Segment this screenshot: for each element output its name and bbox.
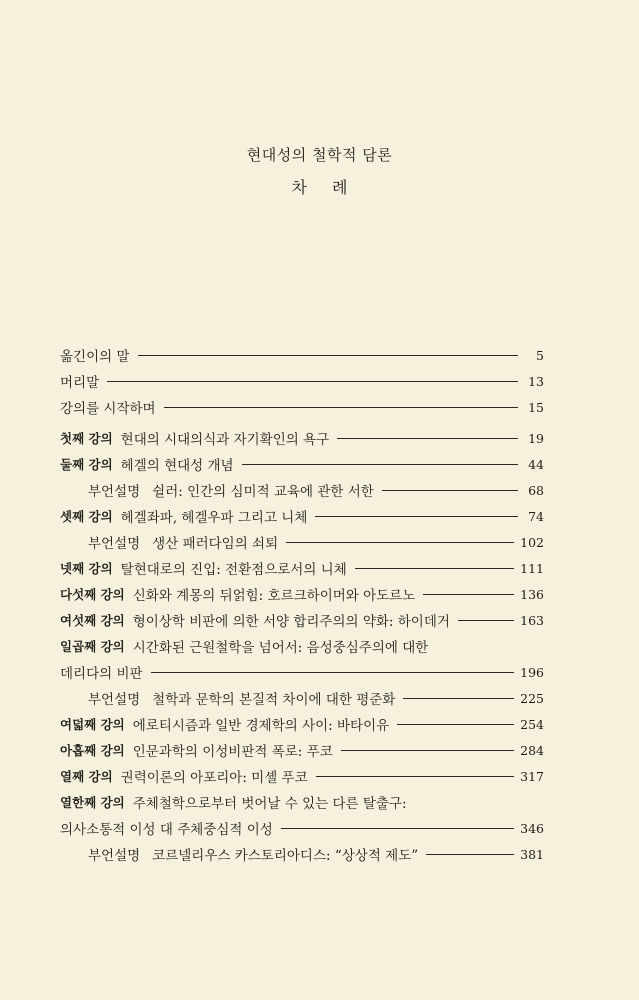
dot-leader [107, 381, 518, 382]
toc-entry-lecture-2 [60, 451, 544, 477]
dot-leader [286, 542, 514, 543]
page-number: 5 [536, 347, 544, 363]
entry-title: 머리말 [60, 375, 100, 391]
dot-leader [316, 776, 515, 777]
toc-entry-lecture-8 [60, 711, 544, 737]
page-number: 284 [520, 742, 544, 758]
page-number: 13 [528, 373, 544, 389]
entry-title: 철학과 문학의 본질적 차이에 대한 평준화 [152, 692, 396, 708]
lecture-label: 열한째 강의 [60, 795, 125, 810]
toc-entry-lecture-4 [60, 555, 544, 581]
page-number: 111 [520, 560, 544, 576]
page-number: 346 [520, 820, 544, 836]
entry-title: 형이상학 비판에 의한 서양 합리주의의 약화: 하이데거 [132, 614, 450, 630]
table-of-contents [60, 342, 544, 867]
entry-title: 에로티시즘과 일반 경제학의 사이: 바타이유 [132, 718, 390, 734]
book-title: 현대성의 철학적 담론 [246, 146, 393, 164]
lecture-label: 넷째 강의 [60, 561, 113, 576]
entry-title: 생산 패러다임의 쇠퇴 [152, 536, 279, 552]
lecture-label: 첫째 강의 [60, 431, 113, 446]
entry-title: 헤겔좌파, 헤겔우파 그리고 니체 [120, 510, 308, 526]
entry-title: 쉴러: 인간의 심미적 교육에 관한 서한 [152, 484, 374, 500]
toc-entry-preface [60, 368, 544, 394]
lecture-label: 셋째 강의 [60, 509, 113, 524]
dot-leader [315, 516, 518, 517]
toc-entry-lecture-5 [60, 581, 544, 607]
lecture-label: 여덟째 강의 [60, 717, 125, 732]
toc-entry-excursus [60, 529, 544, 555]
entry-title: 탈현대로의 진입: 전환점으로서의 니체 [120, 562, 347, 578]
page-number: 381 [520, 846, 544, 862]
lecture-label: 다섯째 강의 [60, 587, 125, 602]
page-number: 68 [528, 482, 544, 498]
entry-title: 주체철학으로부터 벗어날 수 있는 다른 탈출구: [132, 796, 407, 812]
toc-entry-excursus [60, 685, 544, 711]
toc-entry-lecture-3 [60, 503, 544, 529]
dot-leader [138, 355, 519, 356]
excursus-label: 부언설명 [88, 536, 141, 552]
entry-title: 인문과학의 이성비판적 폭로: 푸코 [132, 744, 333, 760]
lecture-label: 일곱째 강의 [60, 639, 125, 654]
dot-leader [423, 594, 514, 595]
toc-entry-lecture-6 [60, 607, 544, 633]
page-number: 44 [528, 456, 544, 472]
dot-leader [337, 438, 518, 439]
toc-entry-lecture-9 [60, 737, 544, 763]
page-number: 15 [528, 399, 544, 415]
dot-leader [341, 750, 514, 751]
entry-title: 헤겔의 현대성 개념 [120, 458, 234, 474]
toc-entry-lecture-7 [60, 633, 544, 659]
page-number: 74 [528, 508, 544, 524]
excursus-label: 부언설명 [88, 692, 141, 708]
entry-title: 의사소통적 이성 대 주체중심적 이성 [60, 822, 273, 838]
page-number: 163 [520, 612, 544, 628]
dot-leader [397, 724, 514, 725]
toc-entry-lecture-7-cont [60, 659, 544, 685]
toc-entry-lecture-10 [60, 763, 544, 789]
page-number: 19 [528, 430, 544, 446]
dot-leader [355, 568, 514, 569]
toc-entry-translator-note [60, 342, 544, 368]
toc-entry-excursus [60, 477, 544, 503]
page-number: 225 [520, 690, 544, 706]
lecture-label: 아홉째 강의 [60, 743, 125, 758]
toc-entry-lecture-11-cont [60, 815, 544, 841]
page-number: 254 [520, 716, 544, 732]
excursus-label: 부언설명 [88, 848, 141, 864]
toc-entry-excursus [60, 841, 544, 867]
entry-title: 데리다의 비판 [60, 666, 143, 682]
toc-entry-introduction [60, 394, 544, 420]
dot-leader [164, 407, 518, 408]
page-number: 196 [520, 664, 544, 680]
dot-leader [281, 828, 514, 829]
page-number: 317 [520, 768, 544, 784]
excursus-label: 부언설명 [88, 484, 141, 500]
page-number: 136 [520, 586, 544, 602]
entry-title: 신화와 계몽의 뒤얽힘: 호르크하이머와 아도르노 [132, 588, 416, 604]
entry-title: 강의를 시작하며 [60, 401, 156, 417]
entry-title: 권력이론의 아포리아: 미셸 푸코 [120, 770, 308, 786]
dot-leader [382, 490, 518, 491]
toc-entry-lecture-1 [60, 425, 544, 451]
lecture-label: 여섯째 강의 [60, 613, 125, 628]
lecture-label: 둘째 강의 [60, 457, 113, 472]
toc-heading: 차 례 [291, 178, 358, 197]
lecture-label: 열째 강의 [60, 769, 113, 784]
entry-title: 옮긴이의 말 [60, 349, 130, 365]
dot-leader [458, 620, 514, 621]
dot-leader [426, 854, 514, 855]
dot-leader [403, 698, 514, 699]
dot-leader [242, 464, 518, 465]
entry-title: 현대의 시대의식과 자기확인의 욕구 [120, 432, 330, 448]
entry-title: 코르넬리우스 카스토리아디스: “상상적 제도” [152, 848, 419, 864]
page-number: 102 [520, 534, 544, 550]
toc-entry-lecture-11 [60, 789, 544, 815]
dot-leader [151, 672, 515, 673]
entry-title: 시간화된 근원철학을 넘어서: 음성중심주의에 대한 [132, 640, 429, 656]
